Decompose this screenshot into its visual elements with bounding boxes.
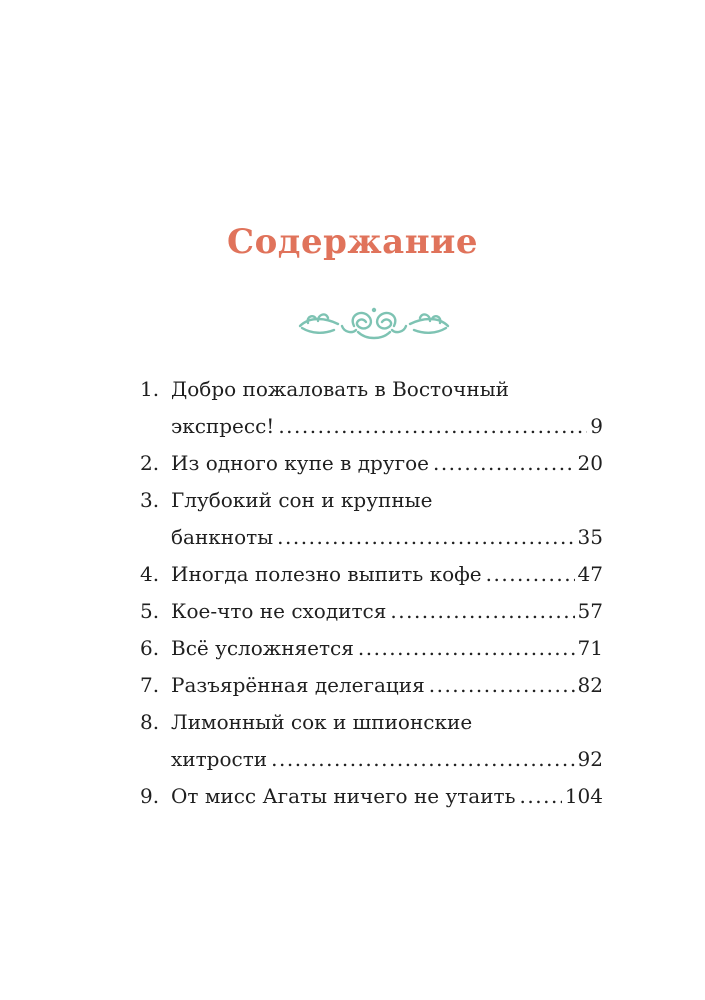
entry-number: 5. xyxy=(140,599,160,623)
entry-title: Глубокий сон и крупные xyxy=(171,488,433,512)
toc-entry[interactable] xyxy=(140,593,603,630)
toc-entry[interactable] xyxy=(140,704,603,778)
toc-entry[interactable] xyxy=(140,630,603,667)
dot-leader xyxy=(358,630,575,667)
entry-number: 9. xyxy=(140,784,160,808)
entry-page-number: 92 xyxy=(577,747,603,771)
dot-leader xyxy=(278,408,587,445)
entry-page-number: 20 xyxy=(577,451,603,475)
toc-entry[interactable] xyxy=(140,556,603,593)
entry-page-number: 71 xyxy=(577,636,603,660)
dot-leader xyxy=(429,667,575,704)
entry-page-number: 35 xyxy=(577,525,603,549)
entry-title-continued: экспресс! xyxy=(171,414,275,438)
entry-title: Добро пожаловать в Восточный xyxy=(171,377,509,401)
dot-leader xyxy=(520,778,562,815)
entry-title: Разъярённая делегация xyxy=(171,673,425,697)
entry-number: 7. xyxy=(140,673,160,697)
entry-title: Кое-что не сходится xyxy=(171,599,387,623)
toc-entry[interactable] xyxy=(140,445,603,482)
entry-number: 1. xyxy=(140,377,160,401)
entry-number: 2. xyxy=(140,451,160,475)
entry-title: Лимонный сок и шпионские xyxy=(171,710,473,734)
toc-entry[interactable] xyxy=(140,778,603,815)
toc-entry[interactable] xyxy=(140,667,603,704)
entry-title: Из одного купе в другое xyxy=(171,451,429,475)
entry-page-number: 104 xyxy=(564,784,603,808)
floral-flourish-icon xyxy=(296,302,452,344)
dot-leader xyxy=(271,741,574,778)
toc-entry[interactable] xyxy=(140,371,603,445)
entry-page-number: 57 xyxy=(577,599,603,623)
entry-number: 6. xyxy=(140,636,160,660)
dot-leader xyxy=(277,519,574,556)
dot-leader xyxy=(486,556,575,593)
entry-number: 4. xyxy=(140,562,160,586)
toc-entry[interactable] xyxy=(140,482,603,556)
entry-title: От мисс Агаты ничего не утаить xyxy=(171,784,516,808)
dot-leader xyxy=(390,593,574,630)
entry-title: Всё усложняется xyxy=(171,636,354,660)
entry-page-number: 47 xyxy=(577,562,603,586)
entry-page-number: 82 xyxy=(577,673,603,697)
entry-title: Иногда полезно выпить кофе xyxy=(171,562,482,586)
dot-leader xyxy=(433,445,575,482)
entry-title-continued: хитрости xyxy=(171,747,268,771)
entry-page-number: 9 xyxy=(590,414,603,438)
table-of-contents xyxy=(140,371,603,815)
entry-number: 8. xyxy=(140,710,160,734)
entry-number: 3. xyxy=(140,488,160,512)
entry-title-continued: банкноты xyxy=(171,525,274,549)
toc-title: Содержание xyxy=(227,222,478,262)
